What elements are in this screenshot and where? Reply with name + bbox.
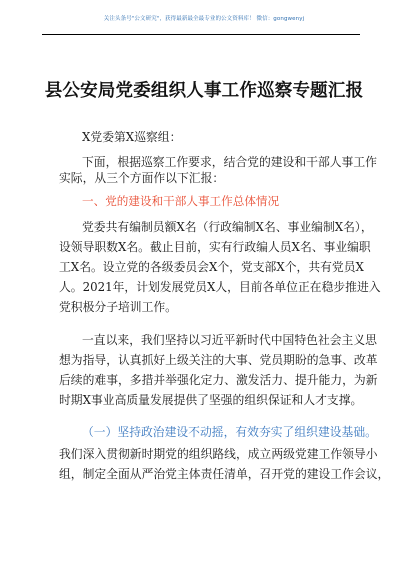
paragraph-line: 想为指导，认真抓好上级关注的大事、党员期盼的急事、改革 [59, 353, 378, 367]
paragraph-line: 设领导职数X名。截止目前，实有行政编人员X名、事业编职 [59, 240, 371, 254]
paragraph-line: 后续的难事，多措并举强化定力、激发活力、提升能力，为新 [59, 373, 378, 387]
paragraph-line: 组，制定全面从严治党主体责任清单，召开党的建设工作会议， [59, 467, 390, 481]
paragraph-line: 党委共有编制员额X名（行政编制X名、事业编制X名）， [82, 220, 373, 234]
paragraph-line: 时期X事业高质量发展提供了坚强的组织保证和人才支撑。 [59, 393, 363, 407]
intro-line: 实际，从三个方面作以下汇报： [59, 171, 225, 185]
subsection-heading: （一）坚持政治建设不动摇，有效夯实了组织建设基础。 [82, 425, 377, 439]
paragraph-line: 党积极分子培训工作。 [59, 300, 177, 314]
paragraph-line: 我们深入贯彻新时期党的组织路线，成立两级党建工作领导小 [59, 447, 378, 461]
header-banner: 关注头条号"公文研究"，获得最新最全最专业的公文资料库！ 微信：gongwenyj [103, 16, 305, 22]
section-heading: 一、党的建设和干部人事工作总体情况 [82, 194, 280, 208]
paragraph-line: 一直以来，我们坚持以习近平新时代中国特色社会主义思 [82, 333, 377, 347]
header-divider [42, 34, 360, 35]
intro-line: 下面，根据巡察工作要求，结合党的建设和干部人事工作 [82, 155, 377, 169]
salutation: X党委第X巡察组： [82, 130, 182, 144]
paragraph-line: 人。2021年，计划发展党员X人，目前各单位正在稳步推进入 [59, 280, 381, 294]
paragraph-line: 工X名。设立党的各级委员会X个，党支部X个，共有党员X [59, 260, 364, 274]
document-title: 县公安局党委组织人事工作巡察专题汇报 [44, 81, 364, 101]
